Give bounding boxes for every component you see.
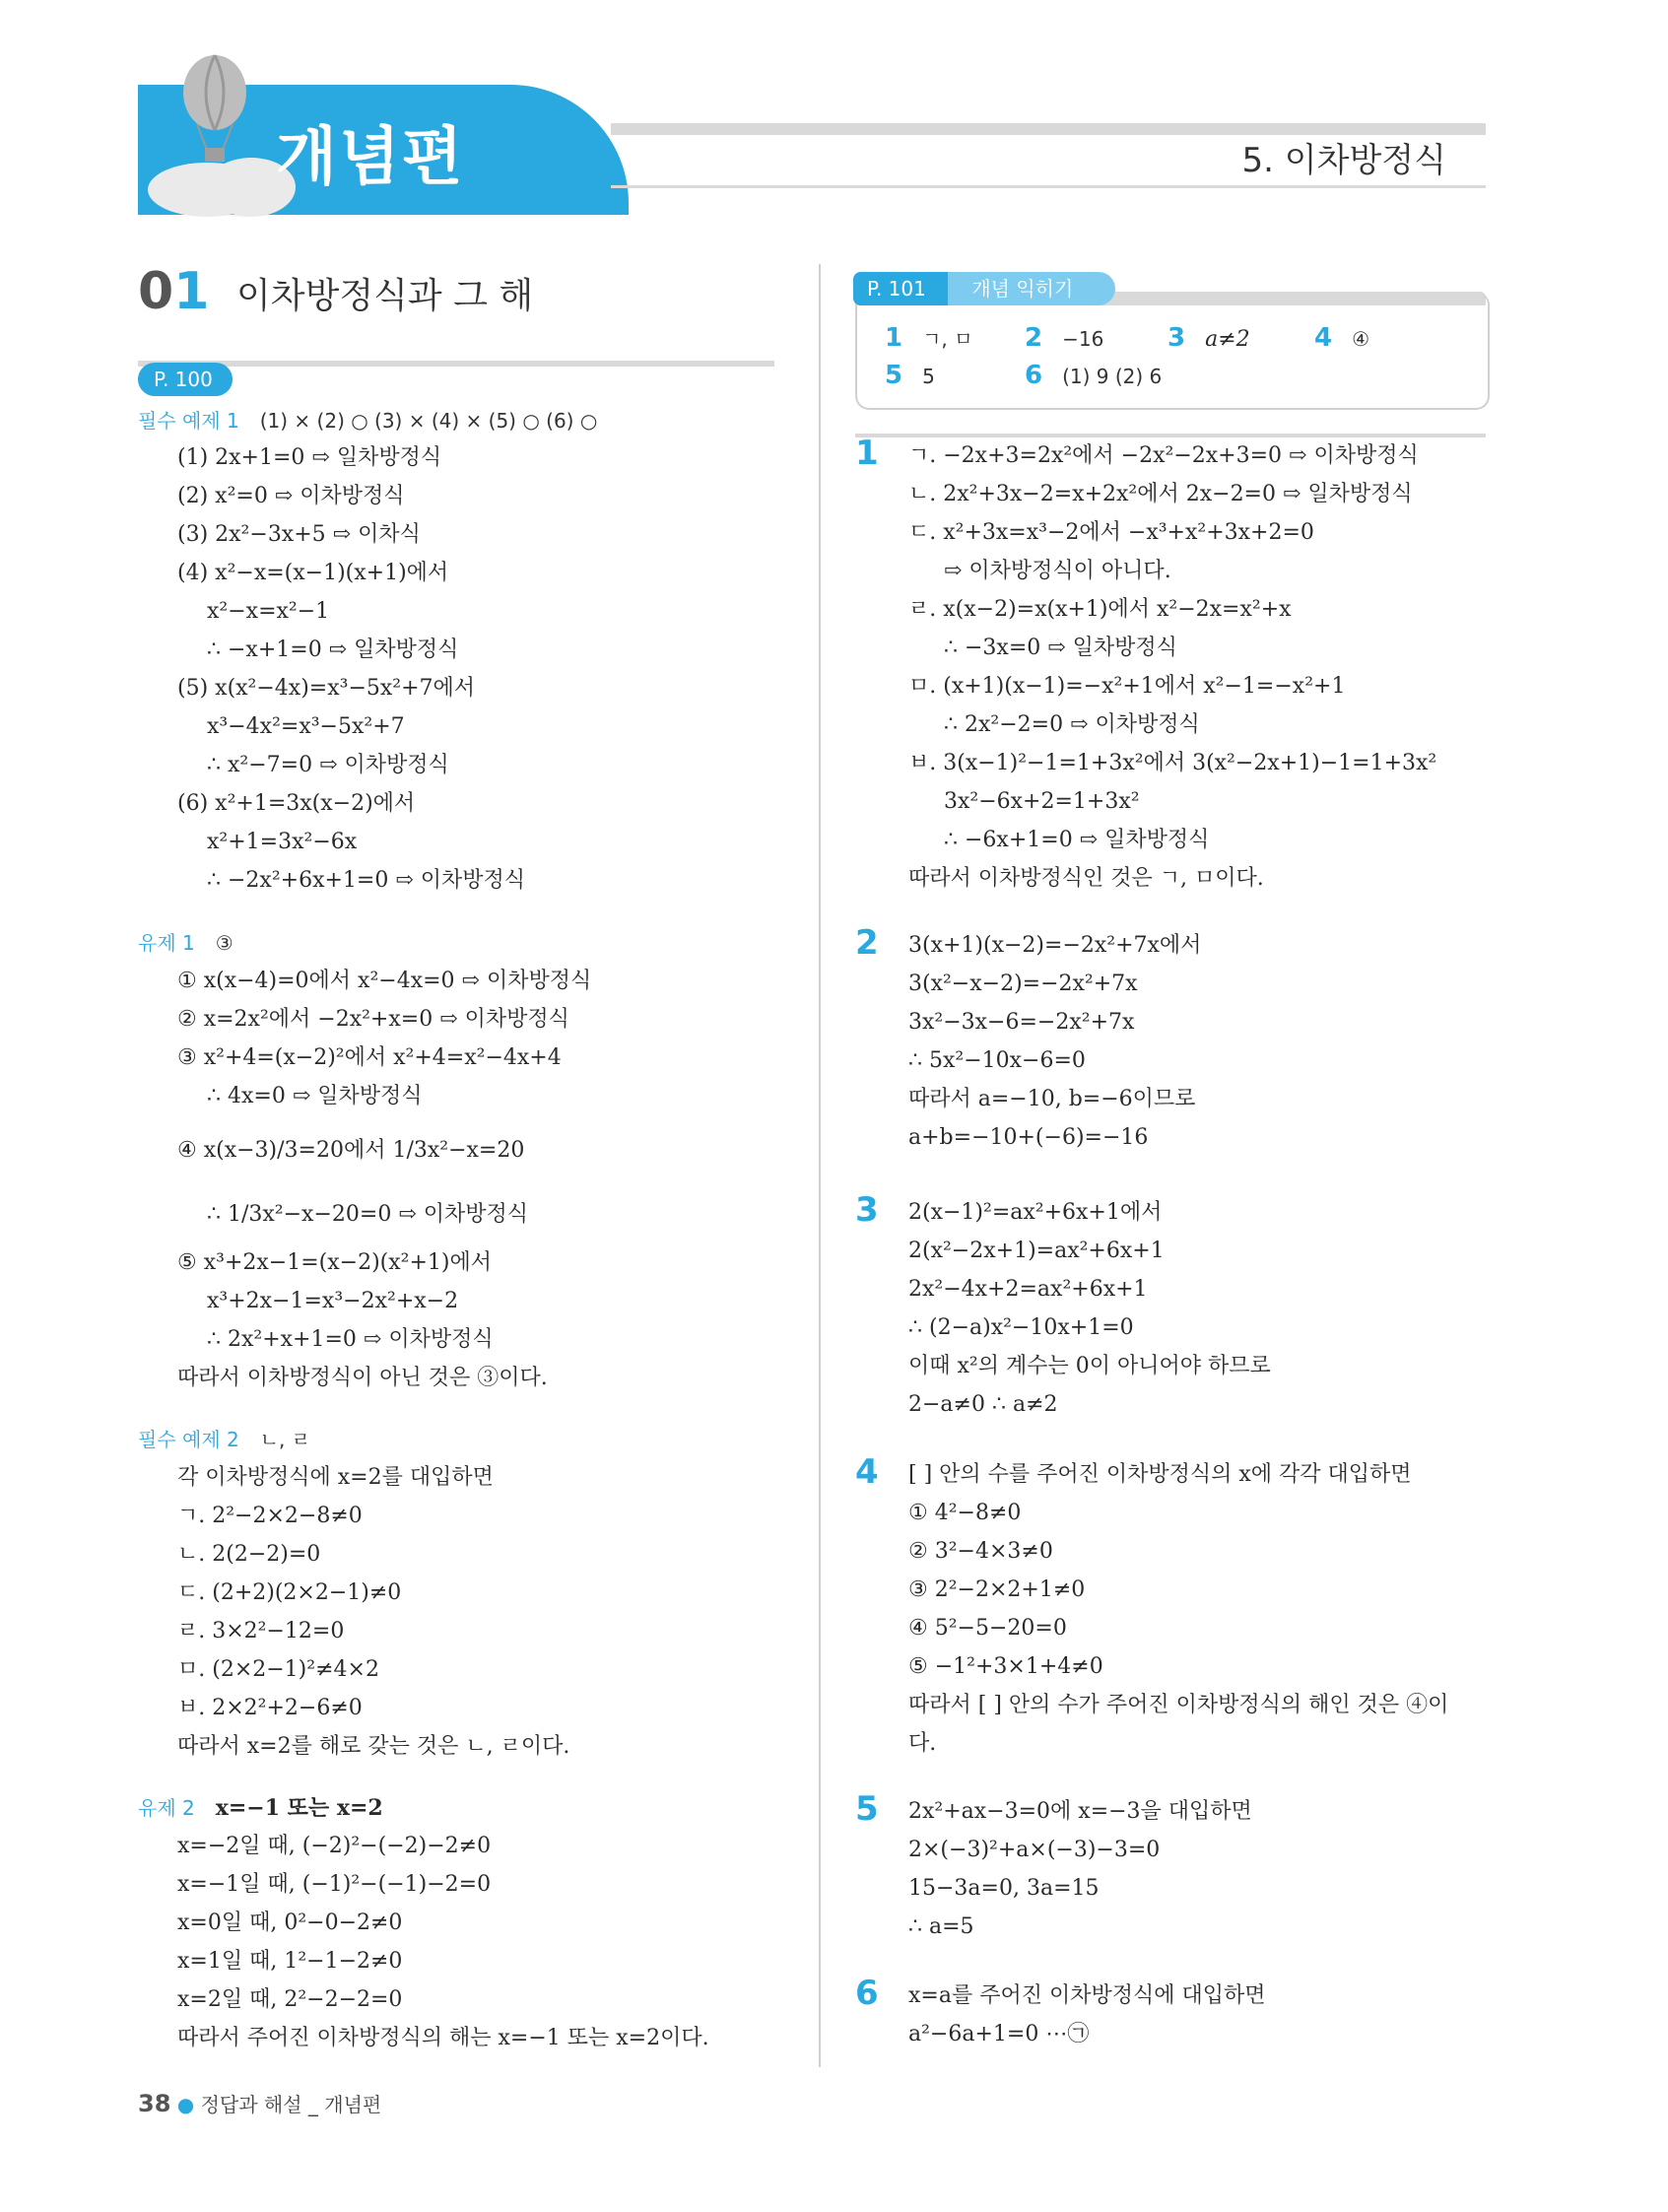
exercise2-answer: x=−1 또는 x=2: [215, 1795, 383, 1821]
footer-dot-icon: ●: [176, 2093, 195, 2116]
solution-line: 따라서 이차방정식이 아닌 것은 ③이다.: [177, 1366, 548, 1390]
solution-line: ∴ 5x²−10x−6=0: [908, 1048, 1086, 1073]
solution-line: x=a를 주어진 이차방정식에 대입하면: [908, 1983, 1266, 2008]
solution-line: ㄹ. 3×2²−12=0: [177, 1619, 345, 1643]
solution-line: ∴ 1/3x²−x−20=0 ⇨ 이차방정식: [207, 1202, 529, 1227]
answer-value: (1) 9 (2) 6: [1062, 365, 1163, 388]
section-number: [138, 262, 209, 321]
answer-value: ㄱ, ㅁ: [922, 327, 973, 351]
solution-line: 3(x²−x−2)=−2x²+7x: [908, 972, 1138, 996]
answer-item: [1314, 323, 1369, 355]
solution-line: 3x²−6x+2=1+3x²: [944, 789, 1140, 814]
solution-line: ⑤ −1²+3×1+4≠0: [908, 1654, 1103, 1679]
answer-number: 6: [1025, 361, 1043, 390]
example1-label: 필수 예제 1: [138, 409, 239, 433]
solution-line: ∴ −2x²+6x+1=0 ⇨ 이차방정식: [207, 868, 526, 893]
problem-number: 2: [855, 923, 879, 963]
solution-line: ① x(x−4)=0에서 x²−4x=0 ⇨ 이차방정식: [177, 969, 592, 993]
column-divider: [819, 264, 821, 2067]
solution-line: ㅁ. (x+1)(x−1)=−x²+1에서 x²−1=−x²+1: [908, 674, 1346, 699]
page-tag-100: P. 100: [138, 363, 233, 396]
solution-line: 이때 x²의 계수는 0이 아니어야 하므로: [908, 1354, 1271, 1378]
solution-line: a²−6a+1=0 ⋯㉠: [908, 2022, 1090, 2046]
solution-line: ∴ −6x+1=0 ⇨ 일차방정식: [944, 828, 1210, 852]
exercise1-line: [138, 928, 234, 959]
solution-line: (2) x²=0 ⇨ 이차방정식: [177, 484, 405, 508]
problem-number: 6: [855, 1974, 879, 2013]
solution-line: 따라서 a=−10, b=−6이므로: [908, 1087, 1196, 1111]
solution-line: ㅂ. 3(x−1)²−1=1+3x²에서 3(x²−2x+1)−1=1+3x²: [908, 751, 1437, 775]
page-tag-101-label: P. 101: [867, 277, 926, 301]
solution-line: ② 3²−4×3≠0: [908, 1539, 1053, 1564]
solution-line: ㅂ. 2×2²+2−6≠0: [177, 1696, 363, 1720]
solution-line: 2x²−4x+2=ax²+6x+1: [908, 1277, 1148, 1302]
example2-line: [138, 1425, 310, 1455]
solution-line: ㄱ. 2²−2×2−8≠0: [177, 1504, 363, 1528]
answer-value: −16: [1062, 327, 1104, 351]
solution-line: 3x²−3x−6=−2x²+7x: [908, 1010, 1135, 1035]
chapter-title: 5. 이차방정식: [1241, 141, 1446, 180]
solution-line: 따라서 이차방정식인 것은 ㄱ, ㅁ이다.: [908, 866, 1264, 891]
solution-line: 따라서 주어진 이차방정식의 해는 x=−1 또는 x=2이다.: [177, 2026, 709, 2050]
answer-item: [1168, 323, 1250, 355]
solution-line: ∴ 2x²−2=0 ⇨ 이차방정식: [944, 712, 1200, 737]
solution-line: ③ x²+4=(x−2)²에서 x²+4=x²−4x+4: [177, 1045, 562, 1070]
solution-line: 2(x²−2x+1)=ax²+6x+1: [908, 1239, 1165, 1263]
solution-line: 따라서 [ ] 안의 수가 주어진 이차방정식의 해인 것은 ④이: [908, 1693, 1449, 1717]
answer-number: 2: [1025, 323, 1043, 353]
solution-line: x=1일 때, 1²−1−2≠0: [177, 1949, 403, 1974]
solution-line: 2−a≠0 ∴ a≠2: [908, 1392, 1058, 1417]
problem-number: 1: [855, 434, 879, 473]
solution-line: ④ 5²−5−20=0: [908, 1616, 1067, 1641]
section-number-text: 01: [138, 262, 210, 321]
solution-line: ㄱ. −2x+3=2x²에서 −2x²−2x+3=0 ⇨ 이차방정식: [908, 443, 1419, 468]
footer-text: 정답과 해설 _ 개념편: [200, 2093, 382, 2116]
solution-line: x²+1=3x²−6x: [207, 830, 358, 854]
solution-line: ㄷ. (2+2)(2×2−1)≠0: [177, 1580, 402, 1605]
exercise1-answer: ③: [215, 931, 234, 955]
exercise1-label: 유제 1: [138, 931, 195, 955]
solution-line: ④ x(x−3)/3=20에서 1/3x²−x=20: [177, 1138, 525, 1163]
problem-number: 5: [855, 1789, 879, 1829]
problem-number: 4: [855, 1452, 879, 1492]
solution-line: (1) 2x+1=0 ⇨ 일차방정식: [177, 445, 442, 470]
answer-number: 5: [885, 361, 903, 390]
solution-line: ∴ 2x²+x+1=0 ⇨ 이차방정식: [207, 1327, 494, 1352]
solution-line: x³+2x−1=x³−2x²+x−2: [207, 1289, 459, 1313]
solution-line: ∴ −3x=0 ⇨ 일차방정식: [944, 636, 1177, 660]
section-title: 이차방정식과 그 해: [236, 276, 534, 316]
example2-label: 필수 예제 2: [138, 1428, 239, 1451]
solution-line: ㅁ. (2×2−1)²≠4×2: [177, 1657, 379, 1682]
solution-line: x=−2일 때, (−2)²−(−2)−2≠0: [177, 1834, 492, 1858]
page-title: 개념편: [276, 121, 465, 194]
answer-item: [885, 323, 972, 355]
header-rule-bottom: [611, 185, 1486, 188]
exercise2-line: [138, 1793, 383, 1824]
answer-value: 5: [922, 365, 935, 388]
answer-number: 3: [1168, 323, 1186, 353]
solution-line: x=−1일 때, (−1)²−(−1)−2=0: [177, 1872, 492, 1897]
solution-line: ∴ x²−7=0 ⇨ 이차방정식: [207, 753, 449, 777]
solution-line: ② x=2x²에서 −2x²+x=0 ⇨ 이차방정식: [177, 1007, 569, 1032]
solution-line: 2x²+ax−3=0에 x=−3을 대입하면: [908, 1799, 1252, 1824]
page-tag-101: [853, 272, 1111, 305]
solution-line: x=0일 때, 0²−0−2≠0: [177, 1910, 403, 1935]
solution-line: ∴ −x+1=0 ⇨ 일차방정식: [207, 637, 459, 662]
solution-line: ∴ a=5: [908, 1914, 974, 1939]
solution-line: 다.: [908, 1731, 937, 1756]
solution-line: ∴ (2−a)x²−10x+1=0: [908, 1315, 1134, 1340]
solution-line: ⇨ 이차방정식이 아니다.: [944, 559, 1171, 583]
solution-line: 각 이차방정식에 x=2를 대입하면: [177, 1465, 494, 1490]
solution-line: x=2일 때, 2²−2−2=0: [177, 1987, 403, 2012]
solution-line: 따라서 x=2를 해로 갖는 것은 ㄴ, ㄹ이다.: [177, 1734, 570, 1759]
answer-value: ④: [1352, 327, 1370, 351]
right-rule: [855, 434, 1486, 437]
answer-item: [1025, 361, 1162, 392]
exercise2-label: 유제 2: [138, 1796, 195, 1820]
solution-line: [ ] 안의 수를 주어진 이차방정식의 x에 각각 대입하면: [908, 1462, 1412, 1487]
solution-line: a+b=−10+(−6)=−16: [908, 1125, 1149, 1150]
page-footer: [138, 2089, 381, 2117]
solution-line: (3) 2x²−3x+5 ⇨ 이차식: [177, 522, 421, 547]
solution-line: ㄹ. x(x−2)=x(x+1)에서 x²−2x=x²+x: [908, 597, 1292, 622]
solution-line: 2(x−1)²=ax²+6x+1에서: [908, 1200, 1163, 1225]
solution-line: 15−3a=0, 3a=15: [908, 1876, 1100, 1901]
solution-line: ③ 2²−2×2+1≠0: [908, 1577, 1086, 1602]
solution-line: (6) x²+1=3x(x−2)에서: [177, 791, 416, 816]
solution-line: x²−x=x²−1: [207, 599, 330, 624]
example2-answer: ㄴ, ㄹ: [259, 1428, 311, 1451]
answer-value: a≠2: [1205, 327, 1250, 352]
solution-line: ㄴ. 2x²+3x−2=x+2x²에서 2x−2=0 ⇨ 일차방정식: [908, 482, 1413, 506]
solution-line: (4) x²−x=(x−1)(x+1)에서: [177, 561, 449, 585]
answer-item: [885, 361, 935, 392]
left-rule: [138, 361, 774, 367]
page-number: 38: [138, 2090, 171, 2117]
solution-line: ∴ 4x=0 ⇨ 일차방정식: [207, 1084, 423, 1108]
answer-number: 1: [885, 323, 903, 353]
solution-line: 3(x+1)(x−2)=−2x²+7x에서: [908, 933, 1202, 958]
answer-item: [1025, 323, 1103, 355]
balloon-icon: [175, 53, 254, 171]
solution-line: (5) x(x²−4x)=x³−5x²+7에서: [177, 676, 476, 701]
problem-number: 3: [855, 1190, 879, 1230]
solution-line: 2×(−3)²+a×(−3)−3=0: [908, 1838, 1161, 1862]
solution-line: ㄷ. x²+3x=x³−2에서 −x³+x²+3x+2=0: [908, 520, 1314, 545]
solution-line: x³−4x²=x³−5x²+7: [207, 714, 405, 739]
answer-number: 4: [1314, 323, 1333, 353]
solution-line: ㄴ. 2(2−2)=0: [177, 1542, 321, 1567]
solution-line: ⑤ x³+2x−1=(x−2)(x²+1)에서: [177, 1250, 492, 1275]
solution-line: ① 4²−8≠0: [908, 1501, 1022, 1525]
page-tag-101-title: 개념 익히기: [971, 277, 1074, 301]
example1-line: [138, 406, 597, 436]
example1-answers: (1) × (2) ○ (3) × (4) × (5) ○ (6) ○: [259, 409, 598, 433]
